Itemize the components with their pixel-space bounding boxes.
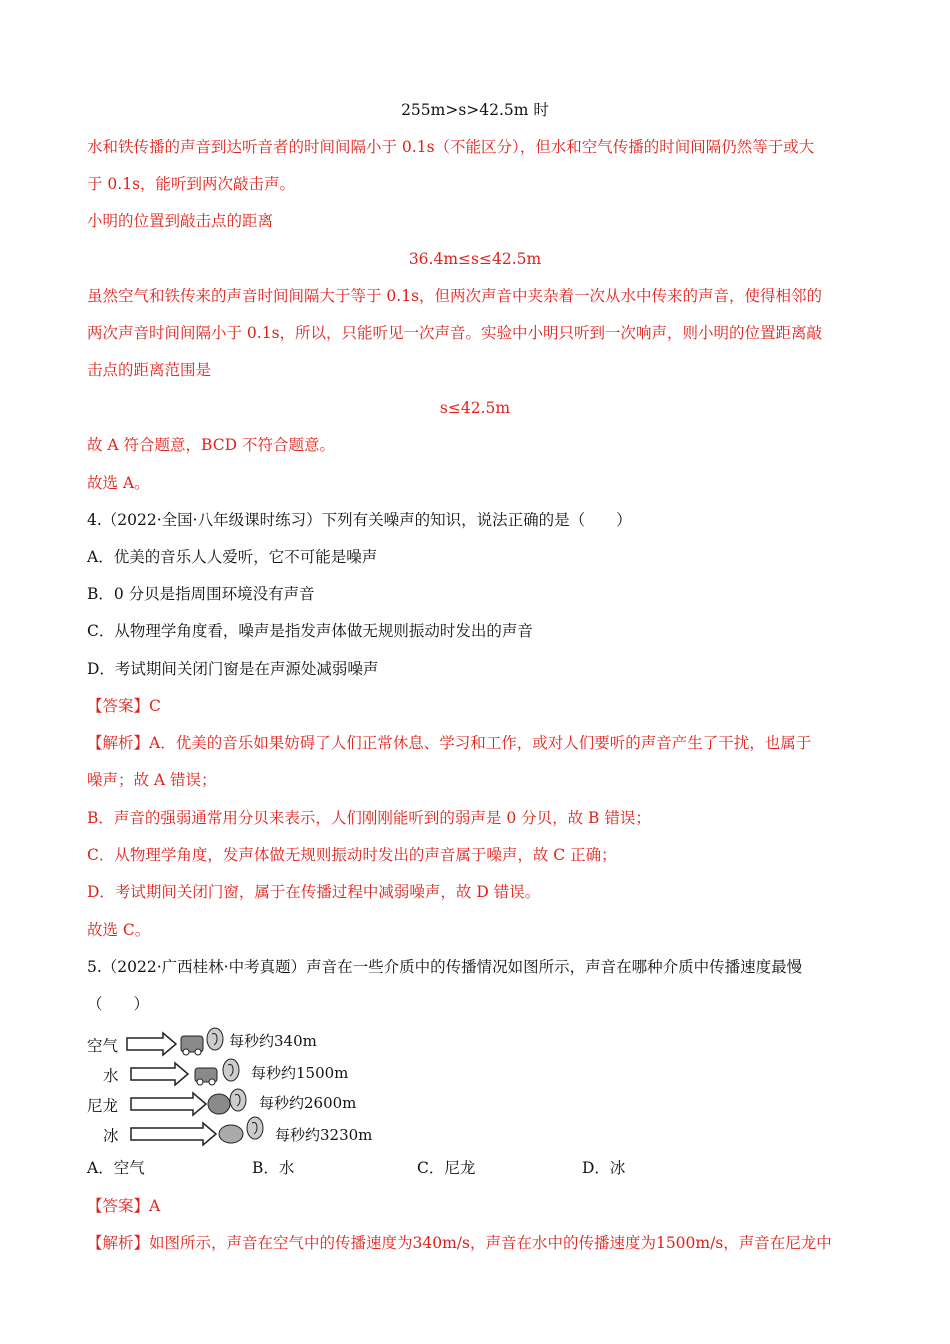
solution-text: 水和铁传播的声音到达听音者的时间间隔小于 0.1s（不能区分），但水和空气传播的时间间隔仍然等于或大 [87,138,815,156]
analysis-text: 故选 C。 [87,921,151,939]
arrow-icon [131,1093,206,1115]
analysis-text: 【解析】A．优美的音乐如果妨碍了人们正常休息、学习和工作，或对人们要听的声音产生了干扰，也属于 [87,734,812,752]
speed-label-water: 每秒约1500m [251,1064,349,1082]
answer-label: 【答案】A [87,1197,161,1215]
equation-line: 255m>s>42.5m 时 [401,101,549,119]
solution-text: 击点的距离范围是 [87,361,212,379]
speed-label-nylon: 每秒约2600m [259,1094,357,1112]
arrow-icon [127,1033,176,1055]
medium-label-water: 水 [103,1067,119,1085]
option-a: A．空气 [87,1159,145,1177]
analysis-text: B．声音的强弱通常用分贝来表示，人们刚刚能听到的弱声是 0 分贝，故 B 错误； [87,809,651,827]
analysis-text: C．从物理学角度，发声体做无规则振动时发出的声音属于噪声，故 C 正确； [87,846,617,864]
option-d: D．考试期间关闭门窗是在声源处减弱噪声 [87,660,379,678]
analysis-text: 噪声；故 A 错误； [87,771,217,789]
solution-text: 故 A 符合题意，BCD 不符合题意。 [87,436,335,454]
ear-icon [181,1028,223,1055]
option-c: C．从物理学角度看，噪声是指发声体做无规则振动时发出的声音 [87,622,533,640]
ear-icon [208,1089,246,1114]
analysis-text: D．考试期间关闭门窗，属于在传播过程中减弱噪声，故 D 错误。 [87,883,541,901]
solution-text: 小明的位置到敲击点的距离 [87,212,274,230]
option-a: A．优美的音乐人人爱听，它不可能是噪声 [87,548,378,566]
speed-label-air: 每秒约340m [229,1032,317,1050]
option-c: C．尼龙 [417,1159,476,1177]
question-stem: 4.（2022·全国·八年级课时练习）下列有关噪声的知识，说法正确的是（ ） [87,511,632,529]
analysis-text: 【解析】如图所示，声音在空气中的传播速度为340m/s，声音在水中的传播速度为1500m/s，声音在尼龙中 [87,1234,832,1252]
option-d: D．冰 [582,1159,626,1177]
answer-label: 【答案】C [87,697,161,715]
question-stem: 5.（2022·广西桂林·中考真题）声音在一些介质中的传播情况如图所示，声音在哪种介质中传播速度最慢 [87,958,803,976]
question-paren: （ ） [87,995,150,1013]
option-b: B．水 [252,1159,295,1177]
arrow-icon [131,1063,188,1085]
ear-icon [219,1117,263,1143]
arrow-icon [131,1123,216,1145]
solution-text: 两次声音时间间隔小于 0.1s，所以，只能听见一次声音。实验中小明只听到一次响声，则小明的位置距离敲 [87,324,823,342]
sound-media-figure [85,1024,385,1149]
medium-label-ice: 冰 [103,1127,119,1145]
medium-label-air: 空气 [87,1037,119,1055]
solution-text: 于 0.1s，能听到两次敲击声。 [87,175,296,193]
medium-label-nylon: 尼龙 [87,1097,119,1115]
equation-line: s≤42.5m [439,399,511,417]
solution-text: 故选 A。 [87,474,150,492]
option-b: B．0 分贝是指周围环境没有声音 [87,585,315,603]
solution-text: 虽然空气和铁传来的声音时间间隔大于等于 0.1s，但两次声音中夹杂着一次从水中传来的声音，使得相邻的 [87,287,823,305]
ear-icon [195,1059,239,1085]
equation-line: 36.4m≤s≤42.5m [408,250,542,268]
speed-label-ice: 每秒约3230m [275,1126,373,1144]
